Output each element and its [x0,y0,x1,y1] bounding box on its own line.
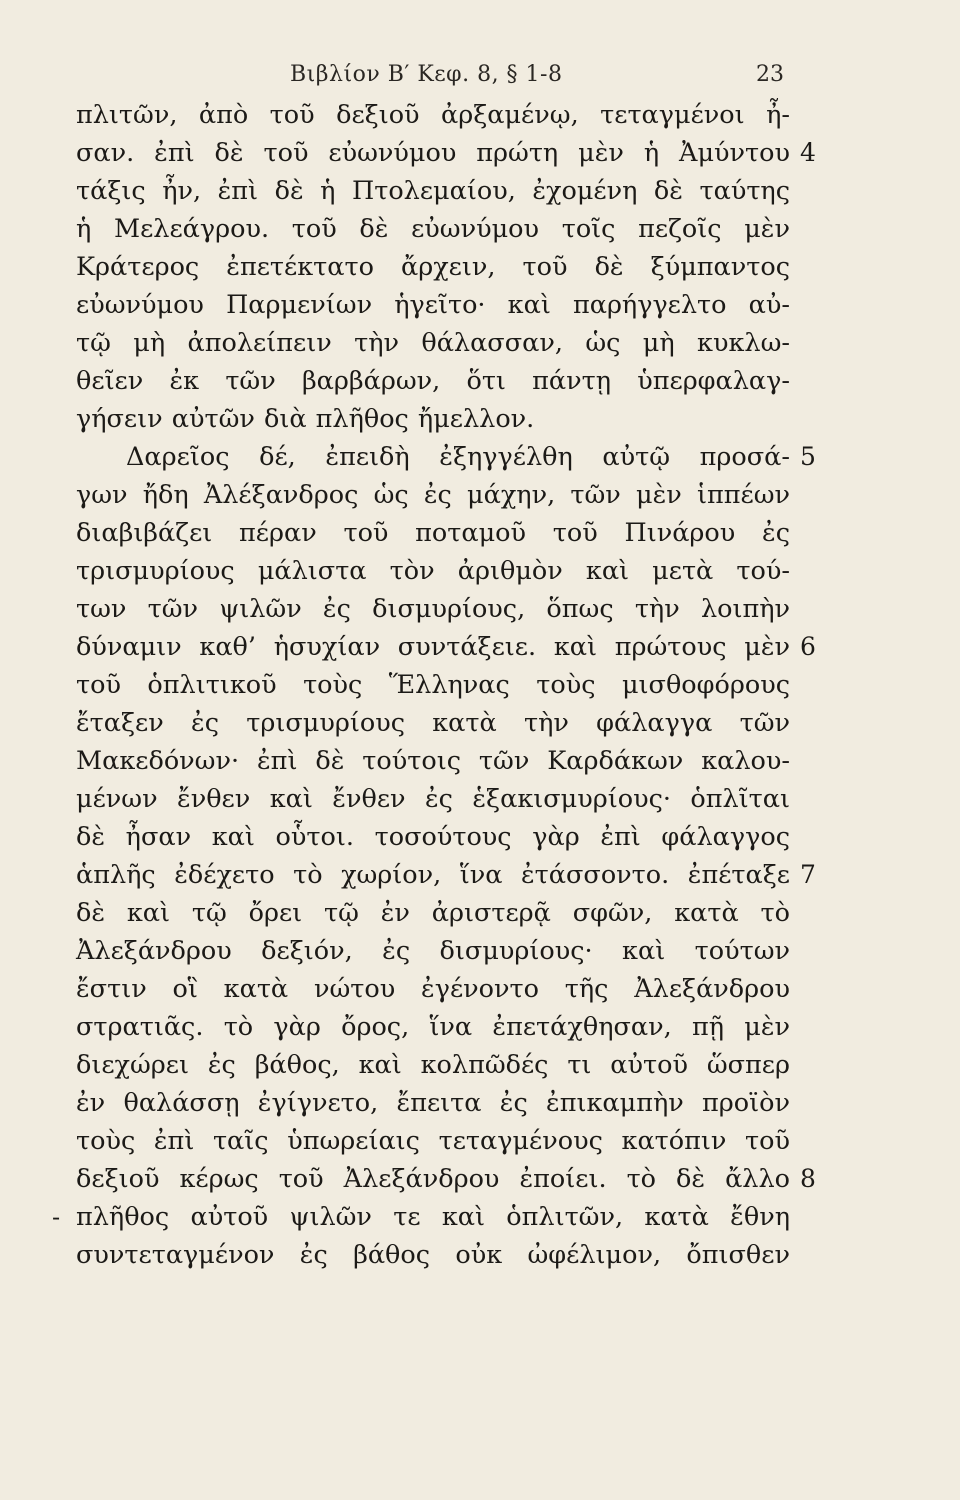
text-line: μένων ἔνθεν καὶ ἔνθεν ἐς ἑξακισμυρίους· ὁπλῖται [76,784,790,814]
text-line: τῷ μὴ ἀπολείπειν τὴν θάλασσαν, ὡς μὴ κυκλω- [76,328,790,358]
section-number: 8 [800,1164,816,1193]
section-number: 5 [800,442,816,471]
text-line: δὲ ἦσαν καὶ οὗτοι. τοσούτους γὰρ ἐπὶ φάλαγγος [76,822,790,852]
text-line: πλῆθος αὐτοῦ ψιλῶν τε καὶ ὁπλιτῶν, κατὰ ἔθνη [76,1202,790,1232]
page-header [0,60,960,100]
text-line: ἁπλῆς ἐδέχετο τὸ χωρίον, ἵνα ἐτάσσοντο. ἐπέταξε [76,860,790,890]
text-line: των τῶν ψιλῶν ἐς δισμυρίους, ὅπως τὴν λοιπὴν [76,594,790,624]
text-line: ἐν θαλάσσῃ ἐγίγνετο, ἔπειτα ἐς ἐπικαμπὴν προϊὸν [76,1088,790,1118]
text-line: Ἀλεξάνδρου δεξιόν, ἐς δισμυρίους· καὶ τούτων [76,936,790,966]
text-line: πλιτῶν, ἀπὸ τοῦ δεξιοῦ ἀρξαμένῳ, τεταγμένοι ἦ- [76,100,790,130]
text-line: διαβιβάζει πέραν τοῦ ποταμοῦ τοῦ Πινάρου ἐς [76,518,790,548]
text-line: ἔστιν οἳ κατὰ νώτου ἐγένοντο τῆς Ἀλεξάνδρου [76,974,790,1004]
text-line: στρατιᾶς. τὸ γὰρ ὄρος, ἵνα ἐπετάχθησαν, πῇ μὲν [76,1012,790,1042]
section-number: 6 [800,632,816,661]
section-number: 4 [800,138,816,167]
section-number: 7 [800,860,816,889]
running-head: Βιβλίον Β′ Κεφ. 8, § 1-8 [290,62,563,87]
text-line: ἔταξεν ἐς τρισμυρίους κατὰ τὴν φάλαγγα τῶν [76,708,790,738]
text-line: Κράτερος ἐπετέκτατο ἄρχειν, τοῦ δὲ ξύμπαντος [76,252,790,282]
text-line: τοῦ ὁπλιτικοῦ τοὺς Ἕλληνας τοὺς μισθοφόρους [76,670,790,700]
text-line: σαν. ἐπὶ δὲ τοῦ εὐωνύμου πρώτη μὲν ἡ Ἀμύντου [76,138,790,168]
text-line: συντεταγμένον ἐς βάθος οὐκ ὠφέλιμον, ὄπισθεν [76,1240,790,1270]
text-line: δύναμιν καθ’ ἡσυχίαν συντάξειε. καὶ πρώτους μὲν [76,632,790,662]
text-line: Μακεδόνων· ἐπὶ δὲ τούτοις τῶν Καρδάκων καλου- [76,746,790,776]
text-line: γων ἤδη Ἀλέξανδρος ὡς ἐς μάχην, τῶν μὲν ἱππέων [76,480,790,510]
margin-dash: - [52,1203,61,1231]
text-line: Δαρεῖος δέ, ἐπειδὴ ἐξηγγέλθη αὐτῷ προσά- [126,442,790,472]
page-number: 23 [756,62,784,87]
text-line: τάξις ἦν, ἐπὶ δὲ ἡ Πτολεμαίου, ἐχομένη δὲ ταύτης [76,176,790,206]
text-line: τρισμυρίους μάλιστα τὸν ἀριθμὸν καὶ μετὰ τού- [76,556,790,586]
text-line: εὐωνύμου Παρμενίων ἡγεῖτο· καὶ παρήγγελτο αὐ- [76,290,790,320]
text-line: δὲ καὶ τῷ ὄρει τῷ ἐν ἀριστερᾷ σφῶν, κατὰ τὸ [76,898,790,928]
text-line: ἡ Μελεάγρου. τοῦ δὲ εὐωνύμου τοῖς πεζοῖς μὲν [76,214,790,244]
text-line: γήσειν αὐτῶν διὰ πλῆθος ἤμελλον. [76,404,535,434]
text-line: διεχώρει ἐς βάθος, καὶ κολπῶδές τι αὐτοῦ ὥσπερ [76,1050,790,1080]
text-line: τοὺς ἐπὶ ταῖς ὑπωρείαις τεταγμένους κατόπιν τοῦ [76,1126,790,1156]
text-line: δεξιοῦ κέρως τοῦ Ἀλεξάνδρου ἐποίει. τὸ δὲ ἄλλο [76,1164,790,1194]
text-line: θεῖεν ἐκ τῶν βαρβάρων, ὅτι πάντῃ ὑπερφαλαγ- [76,366,790,396]
